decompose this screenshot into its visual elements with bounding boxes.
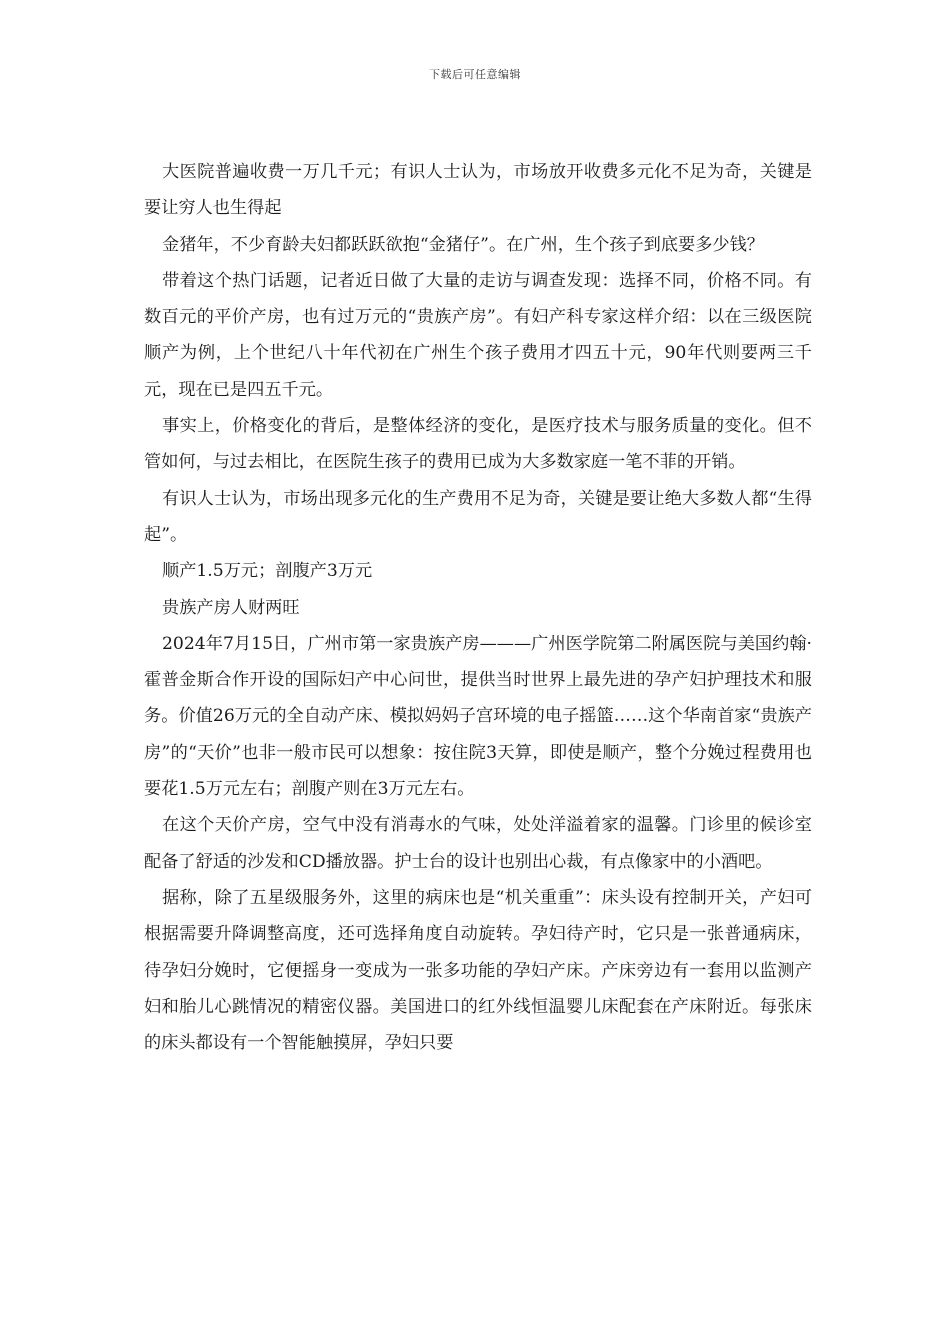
paragraph: 有识人士认为，市场出现多元化的生产费用不足为奇，关键是要让绝大多数人都“生得起”。: [144, 488, 812, 545]
paragraph: 在这个天价产房，空气中没有消毒水的气味，处处洋溢着家的温馨。门诊里的候诊室配备了舒适的沙发和CD播放器。护士台的设计也别出心裁，有点像家中的小酒吧。: [144, 815, 812, 872]
paragraph: 金猪年，不少育龄夫妇都跃跃欲抱“金猪仔”。在广州，生个孩子到底要多少钱？: [162, 234, 764, 255]
document-body: [144, 154, 812, 1061]
paragraph: 事实上，价格变化的背后，是整体经济的变化，是医疗技术与服务质量的变化。但不管如何，与过去相比，在医院生孩子的费用已成为大多数家庭一笔不菲的开销。: [144, 416, 812, 473]
section-subheading: 顺产1.5万元；剖腹产3万元: [162, 561, 373, 582]
page-header-note: 下载后可任意编辑: [429, 68, 521, 81]
paragraph: 2024年7月15日，广州市第一家贵族产房———广州医学院第二附属医院与美国约翰·霍普金斯合作开设的国际妇产中心问世，提供当时世界上最先进的孕产妇护理技术和服务。价值26万元的全自动产床、模拟妈妈子宫环境的电子摇篮……这个华南首家“贵族产房”的“天价”也非一般市民可以想象：按住院3天算，即使是顺产，整个分娩过程费用也要花1.5万元左右；剖腹产则在3万元左右。: [144, 633, 812, 800]
paragraph: 据称，除了五星级服务外，这里的病床也是“机关重重”：床头设有控制开关，产妇可根据需要升降调整高度，还可选择角度自动旋转。孕妇待产时，它只是一张普通病床，待孕妇分娩时，它便摇身一变成为一张多功能的孕妇产床。产床旁边有一套用以监测产妇和胎儿心跳情况的精密仪器。美国进口的红外线恒温婴儿床配套在产床附近。每张床的床头都设有一个智能触摸屏，孕妇只要: [144, 887, 812, 1054]
paragraph: 大医院普遍收费一万几千元；有识人士认为，市场放开收费多元化不足为奇，关键是要让穷人也生得起: [144, 162, 812, 219]
section-subheading: 贵族产房人财两旺: [162, 597, 300, 618]
paragraph: 带着这个热门话题，记者近日做了大量的走访与调查发现：选择不同，价格不同。有数百元的平价产房，也有过万元的“贵族产房”。有妇产科专家这样介绍：以在三级医院顺产为例，上个世纪八十年代初在广州生个孩子费用才四五十元，90年代则要两三千元，现在已是四五千元。: [144, 270, 812, 400]
